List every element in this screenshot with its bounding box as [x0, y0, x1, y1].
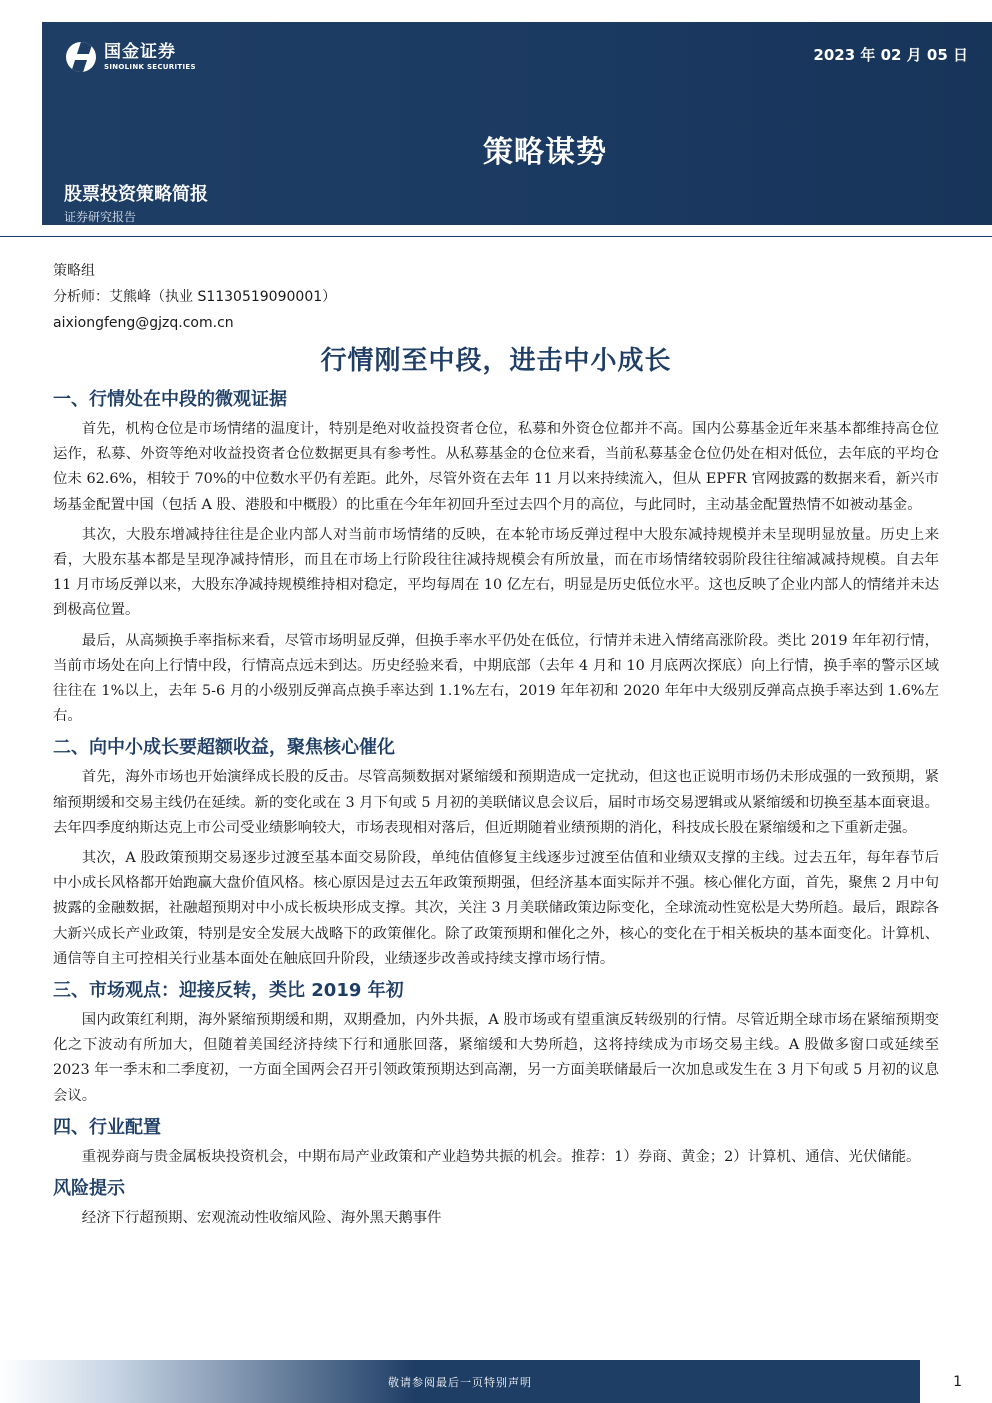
- logo-name-cn: 国金证券: [104, 42, 176, 62]
- article-body: [53, 386, 939, 1236]
- report-date: 2023 年 02 月 05 日: [813, 46, 968, 64]
- author-analyst: 分析师：艾熊峰（执业 S1130519090001）: [53, 289, 337, 305]
- section-heading-risk: 风险提示: [53, 1178, 125, 1200]
- article-title: 行情刚至中段，进击中小成长: [320, 346, 672, 376]
- paragraph: 经济下行超预期、宏观流动性收缩风险、海外黑天鹅事件: [81, 1210, 442, 1227]
- brand-logo: [66, 42, 196, 72]
- page-number: 1: [953, 1374, 962, 1390]
- paragraph: 首先，海外市场也开始演绎成长股的反击。尽管高频数据对紧缩缓和预期造成一定扰动，但这也正说明市场仍未形成强的一致预期，紧缩预期缓和交易主线仍在延续。新的变化或在 3 月下旬或 5 月初的美联储议息会议后，届时市场交易逻辑或从紧缩缓和切换至基本面衰退。去年四季度纳斯达克上市公司受业绩影响较大，市场表现相对落后，但近期随着业绩预期的消化，科技成长股在紧缩缓和之下重新走强。: [53, 769, 939, 836]
- section-heading-4: 四、行业配置: [53, 1116, 161, 1138]
- section-heading-3: 三、市场观点：迎接反转，类比 2019 年初: [53, 980, 404, 1002]
- page-footer: [0, 1360, 920, 1403]
- paragraph: 最后，从高频换手率指标来看，尽管市场明显反弹，但换手率水平仍处在低位，行情并未进入情绪高涨阶段。类比 2019 年年初行情，当前市场处在向上行情中段，行情高点远未到达。历史经验来看，中期底部（去年 4 月和 10 月底两次探底）向上行情，换手率的警示区域往往在 1%以上，去年 5-6 月的小级别反弹高点换手率达到 1.1%左右，2019 年年初和 2020 年年中大级别反弹高点换手率达到 1.6%左右。: [53, 632, 939, 725]
- report-header-banner: [42, 22, 992, 225]
- paragraph: 国内政策红利期，海外紧缩预期缓和期，双期叠加，内外共振，A 股市场或有望重演反转级别的行情。尽管近期全球市场在紧缩预期变化之下波动有所加大，但随着美国经济持续下行和通胀回落，紧缩缓和大势所趋，这将持续成为市场交易主线。A 股做多窗口或延续至 2023 年一季末和二季度初，一方面全国两会召开引领政策预期达到高潮，另一方面美联储最后一次加息或发生在 3 月下旬或 5 月初的议息会议。: [53, 1012, 939, 1104]
- section-heading-2: 二、向中小成长要超额收益，聚焦核心催化: [53, 737, 395, 759]
- sinolink-logo-icon: [66, 42, 96, 72]
- report-type: 股票投资策略简报: [64, 184, 208, 205]
- paragraph: 首先，机构仓位是市场情绪的温度计，特别是绝对收益投资者仓位，私募和外资仓位都并不高。国内公募基金近年来基本都维持高仓位运作，私募、外资等绝对收益投资者仓位数据更具有参考性。从私募基金的仓位来看，当前私募基金仓位仍处在相对低位，去年底的平均仓位未 62.6%，相较于 70%的中位数水平仍有差距。此外，尽管外资在去年 11 月以来持续流入，但从 EPFR 官网披露的数据来看，新兴市场基金配置中国（包括 A 股、港股和中概股）的比重在今年年初回升至过去四个月的高位，与此同时，主动基金配置热情不如被动基金。: [53, 421, 939, 513]
- header-divider: [0, 236, 992, 237]
- logo-name-en: SINOLINK SECURITIES: [104, 63, 196, 71]
- paragraph: 其次，A 股政策预期交易逐步过渡至基本面交易阶段，单纯估值修复主线逐步过渡至估值和业绩双支撑的主线。过去五年，每年春节后中小成长风格都开始跑赢大盘价值风格。核心原因是过去五年政策预期强，但经济基本面实际并不强。核心催化方面，首先，聚焦 2 月中旬披露的金融数据，社融超预期对中小成长板块形成支撑。其次，关注 3 月美联储政策边际变化，全球流动性宽松是大势所趋。最后，跟踪各大新兴成长产业政策，特别是安全发展大战略下的政策催化。除了政策预期和催化之外，核心的变化在于相关板块的基本面变化。计算机、通信等自主可控相关行业基本面处在触底回升阶段，业绩逐步改善或持续支撑市场行情。: [53, 850, 939, 967]
- section-title: 策略谋势: [483, 135, 607, 170]
- author-group: 策略组: [53, 263, 95, 279]
- report-subtitle: 证券研究报告: [64, 210, 137, 224]
- author-block: [53, 258, 336, 336]
- section-heading-1: 一、行情处在中段的微观证据: [53, 389, 287, 410]
- paragraph: 其次，大股东增减持往往是企业内部人对当前市场情绪的反映，在本轮市场反弹过程中大股东减持规模并未呈现明显放量。历史上来看，大股东基本都是呈现净减持情形，而且在市场上行阶段往往减持规模会有所放量，而在市场情绪较弱阶段往往缩减减持规模。自去年 11 月市场反弹以来，大股东净减持规模维持相对稳定，平均每周在 10 亿左右，明显是历史低位水平。这也反映了企业内部人的情绪并未达到极高位置。: [53, 526, 939, 619]
- footer-disclaimer: 敬请参阅最后一页特别声明: [388, 1376, 532, 1389]
- paragraph: 重视券商与贵金属板块投资机会，中期布局产业政策和产业趋势共振的机会。推荐：1）券商、黄金；2）计算机、通信、光伏储能。: [81, 1148, 921, 1165]
- author-email[interactable]: aixiongfeng@gjzq.com.cn: [53, 315, 234, 331]
